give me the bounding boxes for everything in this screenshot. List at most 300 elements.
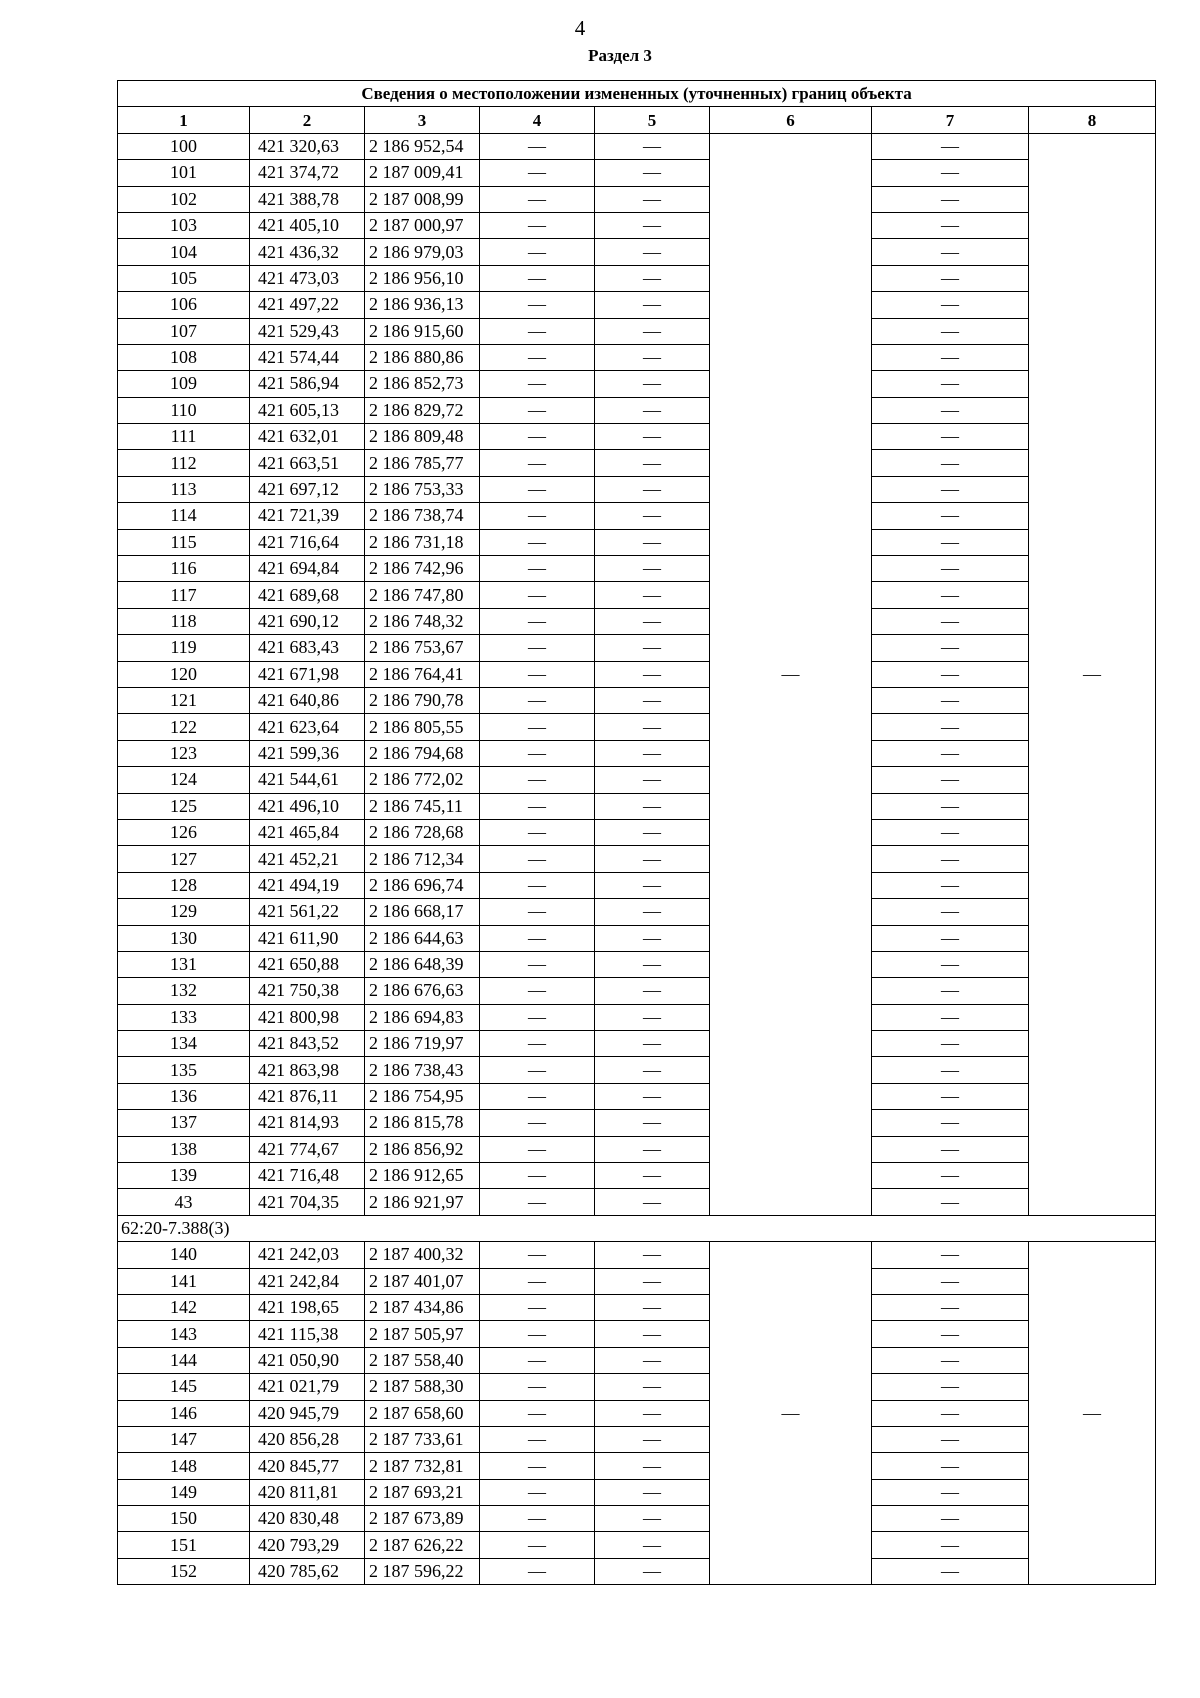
- col4-dash: —: [480, 925, 595, 951]
- col7-dash: —: [872, 556, 1029, 582]
- col7-dash: —: [872, 318, 1029, 344]
- col7-dash: —: [872, 424, 1029, 450]
- col4-dash: —: [480, 1083, 595, 1109]
- coord-x: 421 497,22: [250, 292, 365, 318]
- point-number: 117: [118, 582, 250, 608]
- point-number: 121: [118, 687, 250, 713]
- col7-dash: —: [872, 1294, 1029, 1320]
- table-row: [118, 503, 1156, 529]
- section-title: Раздел 3: [588, 46, 652, 65]
- point-number: 123: [118, 740, 250, 766]
- coord-x: 421 611,90: [250, 925, 365, 951]
- table-row: [118, 1374, 1156, 1400]
- point-number: 128: [118, 872, 250, 898]
- col4-dash: —: [480, 1321, 595, 1347]
- col7-dash: —: [872, 503, 1029, 529]
- col7-dash: —: [872, 476, 1029, 502]
- coord-x: 421 716,64: [250, 529, 365, 555]
- point-number: 136: [118, 1083, 250, 1109]
- point-number: 112: [118, 450, 250, 476]
- coord-x: 420 830,48: [250, 1506, 365, 1532]
- point-number: 140: [118, 1242, 250, 1268]
- coord-y: 2 187 658,60: [365, 1400, 480, 1426]
- table-row: [118, 186, 1156, 212]
- point-number: 150: [118, 1506, 250, 1532]
- col5-dash: —: [595, 1479, 710, 1505]
- coord-y: 2 186 921,97: [365, 1189, 480, 1215]
- coord-y: 2 186 728,68: [365, 819, 480, 845]
- coord-y: 2 186 719,97: [365, 1031, 480, 1057]
- table-row: [118, 1400, 1156, 1426]
- col4-dash: —: [480, 978, 595, 1004]
- point-number: 144: [118, 1347, 250, 1373]
- col4-dash: —: [480, 1189, 595, 1215]
- coord-y: 2 187 732,81: [365, 1453, 480, 1479]
- col5-dash: —: [595, 1189, 710, 1215]
- table-row: [118, 529, 1156, 555]
- table-row: [118, 371, 1156, 397]
- col7-dash: —: [872, 1506, 1029, 1532]
- col7-dash: —: [872, 1057, 1029, 1083]
- point-number: 145: [118, 1374, 250, 1400]
- point-number: 132: [118, 978, 250, 1004]
- coord-x: 421 694,84: [250, 556, 365, 582]
- col7-dash: —: [872, 239, 1029, 265]
- coord-y: 2 186 790,78: [365, 687, 480, 713]
- table-row: [118, 978, 1156, 1004]
- table-row: [118, 1031, 1156, 1057]
- col5-dash: —: [595, 556, 710, 582]
- col5-dash: —: [595, 450, 710, 476]
- col4-dash: —: [480, 635, 595, 661]
- col4-dash: —: [480, 212, 595, 238]
- col4-dash: —: [480, 186, 595, 212]
- col5-dash: —: [595, 424, 710, 450]
- table-row: [118, 1242, 1156, 1268]
- col7-dash: —: [872, 978, 1029, 1004]
- col5-dash: —: [595, 661, 710, 687]
- coord-y: 2 186 668,17: [365, 899, 480, 925]
- col7-dash: —: [872, 397, 1029, 423]
- coord-y: 2 187 588,30: [365, 1374, 480, 1400]
- col5-dash: —: [595, 872, 710, 898]
- point-number: 146: [118, 1400, 250, 1426]
- col5-dash: —: [595, 740, 710, 766]
- col5-dash: —: [595, 1374, 710, 1400]
- table-row: [118, 450, 1156, 476]
- col4-dash: —: [480, 1163, 595, 1189]
- col4-dash: —: [480, 1506, 595, 1532]
- coord-x: 421 496,10: [250, 793, 365, 819]
- col5-dash: —: [595, 635, 710, 661]
- col4-dash: —: [480, 872, 595, 898]
- table-row: [118, 1532, 1156, 1558]
- coord-x: 420 945,79: [250, 1400, 365, 1426]
- col7-dash: —: [872, 793, 1029, 819]
- col7-dash: —: [872, 635, 1029, 661]
- col7-dash: —: [872, 819, 1029, 845]
- table-row: [118, 424, 1156, 450]
- table-row: [118, 1189, 1156, 1215]
- table-row: [118, 714, 1156, 740]
- coord-y: 2 186 676,63: [365, 978, 480, 1004]
- col5-dash: —: [595, 714, 710, 740]
- point-number: 148: [118, 1453, 250, 1479]
- table-row: [118, 1347, 1156, 1373]
- point-number: 107: [118, 318, 250, 344]
- table-row: [118, 1453, 1156, 1479]
- coord-y: 2 187 000,97: [365, 212, 480, 238]
- coord-x: 421 574,44: [250, 344, 365, 370]
- coord-x: 421 473,03: [250, 265, 365, 291]
- table-row: [118, 951, 1156, 977]
- col4-dash: —: [480, 424, 595, 450]
- coord-x: 421 689,68: [250, 582, 365, 608]
- coord-x: 421 690,12: [250, 608, 365, 634]
- table-row: [118, 212, 1156, 238]
- coord-y: 2 186 696,74: [365, 872, 480, 898]
- coord-x: 421 605,13: [250, 397, 365, 423]
- coord-x: 421 663,51: [250, 450, 365, 476]
- coord-x: 421 374,72: [250, 160, 365, 186]
- col5-dash: —: [595, 925, 710, 951]
- col7-dash: —: [872, 1242, 1029, 1268]
- table-row: [118, 608, 1156, 634]
- col5-dash: —: [595, 951, 710, 977]
- col4-dash: —: [480, 397, 595, 423]
- coord-y: 2 187 505,97: [365, 1321, 480, 1347]
- table-row: [118, 1110, 1156, 1136]
- col4-dash: —: [480, 714, 595, 740]
- coord-x: 420 785,62: [250, 1558, 365, 1584]
- col7-dash: —: [872, 1400, 1029, 1426]
- coord-y: 2 186 956,10: [365, 265, 480, 291]
- col7-dash: —: [872, 212, 1029, 238]
- coord-x: 421 115,38: [250, 1321, 365, 1347]
- table-row: [118, 661, 1156, 687]
- coord-x: 421 721,39: [250, 503, 365, 529]
- col7-dash: —: [872, 1110, 1029, 1136]
- coord-y: 2 186 742,96: [365, 556, 480, 582]
- coord-y: 2 186 979,03: [365, 239, 480, 265]
- coord-x: 421 544,61: [250, 767, 365, 793]
- col5-dash: —: [595, 1558, 710, 1584]
- col5-dash: —: [595, 767, 710, 793]
- col7-dash: —: [872, 1479, 1029, 1505]
- col5-dash: —: [595, 344, 710, 370]
- point-number: 139: [118, 1163, 250, 1189]
- table-row: [118, 872, 1156, 898]
- table-row: [118, 344, 1156, 370]
- col5-dash: —: [595, 1532, 710, 1558]
- point-number: 119: [118, 635, 250, 661]
- col4-dash: —: [480, 160, 595, 186]
- col6-merged-dash: —: [710, 1242, 872, 1585]
- coord-x: 421 021,79: [250, 1374, 365, 1400]
- table-row: [118, 1268, 1156, 1294]
- col7-dash: —: [872, 1136, 1029, 1162]
- col7-dash: —: [872, 1532, 1029, 1558]
- coord-y: 2 186 852,73: [365, 371, 480, 397]
- coord-x: 421 876,11: [250, 1083, 365, 1109]
- col4-dash: —: [480, 687, 595, 713]
- col7-dash: —: [872, 344, 1029, 370]
- page-number: 4: [574, 16, 586, 40]
- point-number: 135: [118, 1057, 250, 1083]
- col7-dash: —: [872, 687, 1029, 713]
- col5-dash: —: [595, 1004, 710, 1030]
- col4-dash: —: [480, 1400, 595, 1426]
- col7-dash: —: [872, 186, 1029, 212]
- coord-y: 2 186 731,18: [365, 529, 480, 555]
- table-row: [118, 687, 1156, 713]
- table-row: [118, 635, 1156, 661]
- coord-y: 2 186 694,83: [365, 1004, 480, 1030]
- coord-x: 421 814,93: [250, 1110, 365, 1136]
- coord-y: 2 186 745,11: [365, 793, 480, 819]
- col4-dash: —: [480, 740, 595, 766]
- col4-dash: —: [480, 1136, 595, 1162]
- coord-y: 2 186 753,67: [365, 635, 480, 661]
- col7-dash: —: [872, 1374, 1029, 1400]
- point-number: 133: [118, 1004, 250, 1030]
- col5-dash: —: [595, 1057, 710, 1083]
- table-row: [118, 397, 1156, 423]
- table-row: [118, 292, 1156, 318]
- col4-dash: —: [480, 1558, 595, 1584]
- col4-dash: —: [480, 344, 595, 370]
- point-number: 100: [118, 133, 250, 159]
- table-row: [118, 767, 1156, 793]
- col7-dash: —: [872, 1031, 1029, 1057]
- column-header: 2: [250, 107, 365, 133]
- col7-dash: —: [872, 1083, 1029, 1109]
- col7-dash: —: [872, 846, 1029, 872]
- coord-y: 2 187 733,61: [365, 1426, 480, 1452]
- coord-y: 2 186 794,68: [365, 740, 480, 766]
- col5-dash: —: [595, 239, 710, 265]
- coord-y: 2 186 754,95: [365, 1083, 480, 1109]
- table-row: [118, 556, 1156, 582]
- coord-y: 2 187 008,99: [365, 186, 480, 212]
- table-row: [118, 239, 1156, 265]
- point-number: 102: [118, 186, 250, 212]
- point-number: 124: [118, 767, 250, 793]
- col4-dash: —: [480, 1426, 595, 1452]
- col4-dash: —: [480, 529, 595, 555]
- coord-y: 2 186 644,63: [365, 925, 480, 951]
- coord-y: 2 186 648,39: [365, 951, 480, 977]
- column-header: 1: [118, 107, 250, 133]
- col5-dash: —: [595, 1083, 710, 1109]
- point-number: 138: [118, 1136, 250, 1162]
- coord-x: 421 650,88: [250, 951, 365, 977]
- coord-y: 2 186 880,86: [365, 344, 480, 370]
- group-label: 62:20-7.388(3): [118, 1215, 1156, 1241]
- col7-dash: —: [872, 582, 1029, 608]
- point-number: 147: [118, 1426, 250, 1452]
- point-number: 125: [118, 793, 250, 819]
- col5-dash: —: [595, 397, 710, 423]
- coord-y: 2 187 558,40: [365, 1347, 480, 1373]
- col4-dash: —: [480, 1347, 595, 1373]
- col4-dash: —: [480, 450, 595, 476]
- coord-y: 2 186 952,54: [365, 133, 480, 159]
- coord-y: 2 186 936,13: [365, 292, 480, 318]
- point-number: 106: [118, 292, 250, 318]
- point-number: 120: [118, 661, 250, 687]
- col7-dash: —: [872, 1004, 1029, 1030]
- col4-dash: —: [480, 1004, 595, 1030]
- coord-x: 421 494,19: [250, 872, 365, 898]
- col4-dash: —: [480, 1268, 595, 1294]
- col7-dash: —: [872, 292, 1029, 318]
- col4-dash: —: [480, 239, 595, 265]
- col5-dash: —: [595, 608, 710, 634]
- point-number: 43: [118, 1189, 250, 1215]
- col7-dash: —: [872, 872, 1029, 898]
- coord-y: 2 186 753,33: [365, 476, 480, 502]
- coord-x: 421 586,94: [250, 371, 365, 397]
- coord-y: 2 187 596,22: [365, 1558, 480, 1584]
- coord-y: 2 186 805,55: [365, 714, 480, 740]
- coord-y: 2 186 738,74: [365, 503, 480, 529]
- coord-x: 421 050,90: [250, 1347, 365, 1373]
- col7-dash: —: [872, 951, 1029, 977]
- col4-dash: —: [480, 1242, 595, 1268]
- point-number: 131: [118, 951, 250, 977]
- group-row: [118, 1215, 1156, 1241]
- col5-dash: —: [595, 793, 710, 819]
- coord-x: 421 599,36: [250, 740, 365, 766]
- col7-dash: —: [872, 714, 1029, 740]
- col4-dash: —: [480, 1294, 595, 1320]
- col7-dash: —: [872, 1347, 1029, 1373]
- coord-y: 2 186 738,43: [365, 1057, 480, 1083]
- col4-dash: —: [480, 582, 595, 608]
- coord-y: 2 187 009,41: [365, 160, 480, 186]
- point-number: 118: [118, 608, 250, 634]
- coord-x: 421 863,98: [250, 1057, 365, 1083]
- col4-dash: —: [480, 371, 595, 397]
- point-number: 129: [118, 899, 250, 925]
- col5-dash: —: [595, 1453, 710, 1479]
- table-row: [118, 740, 1156, 766]
- coord-x: 421 388,78: [250, 186, 365, 212]
- col4-dash: —: [480, 556, 595, 582]
- table-row: [118, 1004, 1156, 1030]
- coord-x: 421 800,98: [250, 1004, 365, 1030]
- col7-dash: —: [872, 661, 1029, 687]
- point-number: 103: [118, 212, 250, 238]
- col4-dash: —: [480, 1110, 595, 1136]
- col5-dash: —: [595, 1268, 710, 1294]
- table-row: [118, 1057, 1156, 1083]
- col4-dash: —: [480, 951, 595, 977]
- point-number: 143: [118, 1321, 250, 1347]
- coord-x: 420 793,29: [250, 1532, 365, 1558]
- col5-dash: —: [595, 687, 710, 713]
- point-number: 108: [118, 344, 250, 370]
- col4-dash: —: [480, 265, 595, 291]
- table-row: [118, 1321, 1156, 1347]
- column-header: 7: [872, 107, 1029, 133]
- coord-y: 2 186 772,02: [365, 767, 480, 793]
- point-number: 126: [118, 819, 250, 845]
- coord-x: 421 436,32: [250, 239, 365, 265]
- coord-x: 420 856,28: [250, 1426, 365, 1452]
- col4-dash: —: [480, 133, 595, 159]
- col4-dash: —: [480, 1453, 595, 1479]
- col5-dash: —: [595, 160, 710, 186]
- col5-dash: —: [595, 318, 710, 344]
- col5-dash: —: [595, 819, 710, 845]
- coord-y: 2 187 434,86: [365, 1294, 480, 1320]
- col5-dash: —: [595, 1163, 710, 1189]
- point-number: 101: [118, 160, 250, 186]
- col7-dash: —: [872, 450, 1029, 476]
- point-number: 114: [118, 503, 250, 529]
- col5-dash: —: [595, 899, 710, 925]
- coord-x: 421 320,63: [250, 133, 365, 159]
- col7-dash: —: [872, 1163, 1029, 1189]
- table-row: [118, 1558, 1156, 1584]
- coord-x: 421 750,38: [250, 978, 365, 1004]
- col7-dash: —: [872, 265, 1029, 291]
- column-header: 3: [365, 107, 480, 133]
- col7-dash: —: [872, 529, 1029, 555]
- table-row: [118, 1163, 1156, 1189]
- coord-x: 421 465,84: [250, 819, 365, 845]
- col4-dash: —: [480, 476, 595, 502]
- point-number: 127: [118, 846, 250, 872]
- coord-x: 421 671,98: [250, 661, 365, 687]
- col4-dash: —: [480, 318, 595, 344]
- col5-dash: —: [595, 1136, 710, 1162]
- table-row: [118, 793, 1156, 819]
- coord-y: 2 186 856,92: [365, 1136, 480, 1162]
- table-row: [118, 1083, 1156, 1109]
- col4-dash: —: [480, 503, 595, 529]
- col4-dash: —: [480, 1031, 595, 1057]
- col7-dash: —: [872, 133, 1029, 159]
- col5-dash: —: [595, 1506, 710, 1532]
- coord-x: 421 683,43: [250, 635, 365, 661]
- col7-dash: —: [872, 767, 1029, 793]
- table-caption: Сведения о местоположении измененных (уточненных) границ объекта: [118, 81, 1156, 107]
- coord-y: 2 187 626,22: [365, 1532, 480, 1558]
- col5-dash: —: [595, 1242, 710, 1268]
- col7-dash: —: [872, 1321, 1029, 1347]
- col7-dash: —: [872, 925, 1029, 951]
- table-row: [118, 925, 1156, 951]
- coord-x: 421 529,43: [250, 318, 365, 344]
- col5-dash: —: [595, 133, 710, 159]
- col5-dash: —: [595, 1110, 710, 1136]
- coord-y: 2 186 829,72: [365, 397, 480, 423]
- col7-dash: —: [872, 1558, 1029, 1584]
- col7-dash: —: [872, 1189, 1029, 1215]
- coord-x: 421 623,64: [250, 714, 365, 740]
- table-row: [118, 265, 1156, 291]
- coord-y: 2 187 400,32: [365, 1242, 480, 1268]
- coord-y: 2 186 712,34: [365, 846, 480, 872]
- point-number: 130: [118, 925, 250, 951]
- coord-x: 421 561,22: [250, 899, 365, 925]
- col4-dash: —: [480, 1532, 595, 1558]
- col8-merged-dash: —: [1029, 1242, 1156, 1585]
- col5-dash: —: [595, 1400, 710, 1426]
